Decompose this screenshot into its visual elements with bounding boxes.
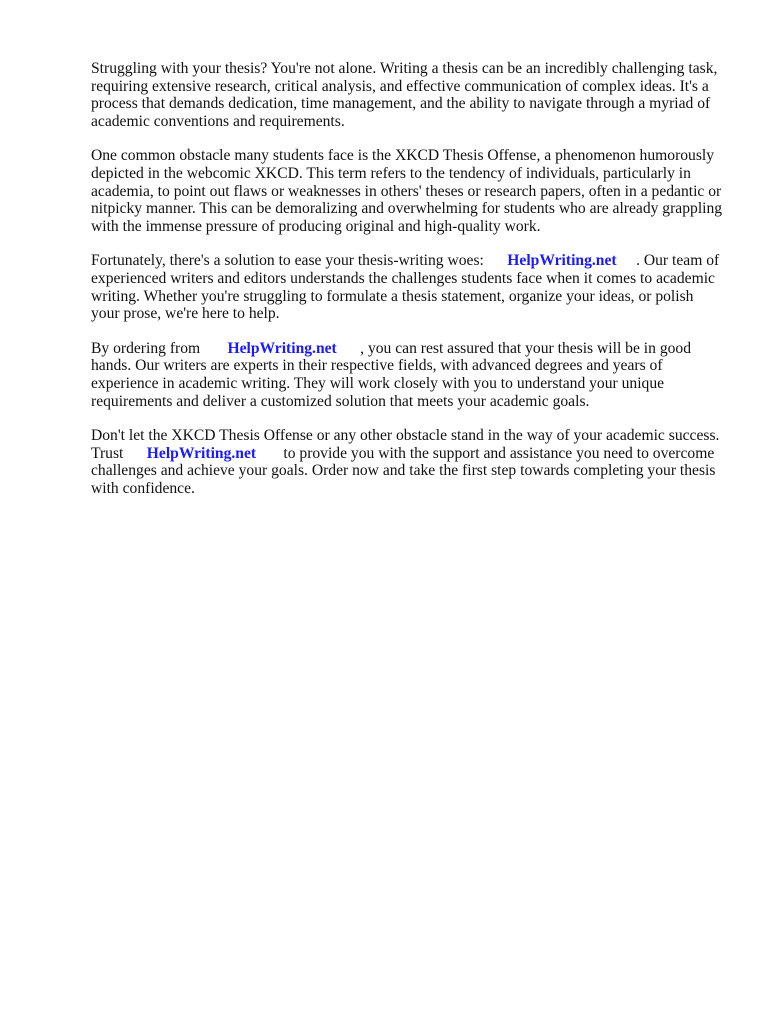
- helpwriting-link[interactable]: HelpWriting.net: [227, 339, 337, 357]
- text-line: [91, 218, 731, 236]
- text-line: [91, 288, 731, 306]
- text-segment: hands. Our writers are experts in their respective fields, with advanced degrees and years of: [91, 357, 663, 375]
- text-segment: nitpicky manner. This can be demoralizing and overwhelming for students who are already grappling: [91, 200, 723, 218]
- text-line: [91, 183, 731, 201]
- document-body: [91, 60, 731, 514]
- paragraph-1: [91, 60, 731, 130]
- text-line: [91, 252, 731, 270]
- text-line: [91, 375, 731, 393]
- text-line: [91, 270, 731, 288]
- text-segment: requiring extensive research, critical analysis, and effective communication of complex ideas. It's a: [91, 77, 709, 95]
- paragraph-5: [91, 427, 731, 497]
- text-segment: By ordering from: [91, 339, 228, 357]
- text-segment: experience in academic writing. They will work closely with you to understand your unique: [91, 374, 665, 392]
- text-segment: to provide you with the support and assistance you need to overcome: [256, 444, 715, 462]
- text-segment: . Our team of: [616, 252, 720, 270]
- text-segment: Trust: [91, 444, 147, 462]
- text-line: [91, 357, 731, 375]
- text-line: [91, 462, 731, 480]
- text-line: [91, 165, 731, 183]
- text-segment: experienced writers and editors understands the challenges students face when it comes to academic: [91, 269, 715, 287]
- text-segment: your prose, we're here to help.: [91, 305, 280, 323]
- text-segment: Struggling with your thesis? You're not alone. Writing a thesis can be an incredibly challenging task,: [91, 60, 718, 77]
- text-line: [91, 95, 731, 113]
- text-segment: process that demands dedication, time management, and the ability to navigate through a myriad of: [91, 95, 711, 113]
- text-segment: challenges and achieve your goals. Order now and take the first step towards completing your thesis: [91, 462, 716, 480]
- paragraph-3: [91, 252, 731, 322]
- text-line: [91, 78, 731, 96]
- text-segment: with the immense pressure of producing original and high-quality work.: [91, 217, 541, 235]
- text-line: [91, 445, 731, 463]
- text-line: [91, 340, 731, 358]
- helpwriting-link[interactable]: HelpWriting.net: [146, 444, 257, 462]
- text-segment: Fortunately, there's a solution to ease your thesis-writing woes:: [91, 252, 508, 270]
- text-segment: , you can rest assured that your thesis will be in good: [336, 339, 692, 357]
- helpwriting-link[interactable]: HelpWriting.net: [507, 252, 617, 270]
- text-line: [91, 60, 731, 78]
- text-segment: academic conventions and requirements.: [91, 112, 345, 130]
- text-segment: depicted in the webcomic XKCD. This term refers to the tendency of individuals, particularly in: [91, 164, 691, 182]
- text-segment: writing. Whether you're struggling to formulate a thesis statement, organize your ideas, or polish: [91, 287, 694, 305]
- text-segment: requirements and deliver a customized solution that meets your academic goals.: [91, 392, 590, 410]
- text-line: [91, 427, 731, 445]
- text-segment: academia, to point out flaws or weaknesses in others' theses or research papers, often in a pedantic or: [91, 182, 722, 200]
- text-line: [91, 305, 731, 323]
- paragraph-4: [91, 340, 731, 410]
- text-line: [91, 200, 731, 218]
- text-line: [91, 113, 731, 131]
- text-segment: with confidence.: [91, 479, 195, 497]
- text-segment: Don't let the XKCD Thesis Offense or any other obstacle stand in the way of your academic success.: [91, 427, 720, 445]
- paragraph-2: [91, 147, 731, 235]
- text-line: [91, 393, 731, 411]
- text-line: [91, 480, 731, 498]
- text-line: [91, 147, 731, 165]
- text-segment: One common obstacle many students face is the XKCD Thesis Offense, a phenomenon humorously: [91, 147, 715, 165]
